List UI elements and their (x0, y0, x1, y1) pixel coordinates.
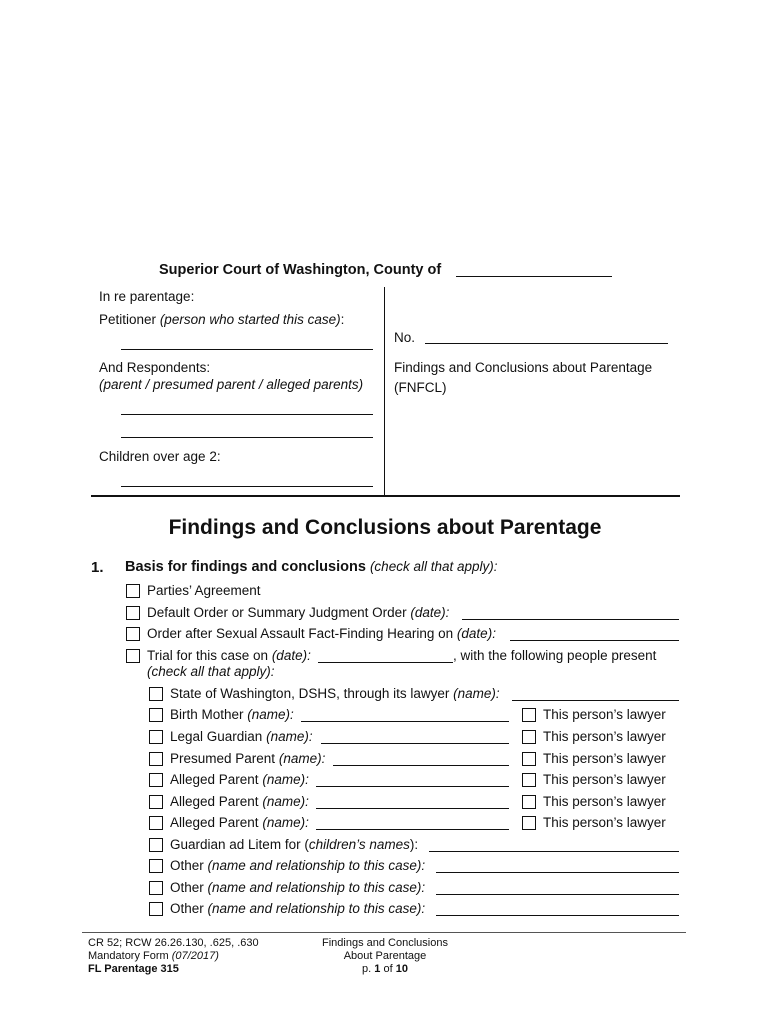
other-1-label: Other (name and relationship to this case): (170, 858, 426, 873)
section-number: 1. (91, 559, 104, 576)
respondent-field-2[interactable] (121, 437, 373, 438)
in-re-label: In re parentage: (99, 289, 195, 304)
footer-center-line2: About Parentage (343, 950, 427, 962)
gal-checkbox[interactable] (149, 838, 163, 852)
alleged-parent-3-label: Alleged Parent (name): (170, 815, 309, 830)
petitioner-label: Petitioner (person who started this case): (99, 312, 345, 327)
alleged-parent-1-lawyer-checkbox[interactable] (522, 773, 536, 787)
alleged-parent-1-checkbox[interactable] (149, 773, 163, 787)
trial-date-field[interactable] (318, 662, 453, 663)
footer-rule (82, 932, 686, 933)
footer-left (88, 937, 259, 976)
caption-bottom-rule (91, 495, 680, 497)
respondents-label: And Respondents: (99, 360, 211, 375)
default-order-checkbox[interactable] (126, 606, 140, 620)
respondents-hint: (parent / presumed parent / alleged parents) (99, 377, 364, 392)
case-no-label: No. (394, 330, 416, 345)
presumed-parent-checkbox[interactable] (149, 752, 163, 766)
petitioner-field[interactable] (121, 349, 373, 350)
trial-suffix: , with the following people present (453, 648, 657, 663)
legal-guardian-field[interactable] (321, 743, 509, 744)
section-title: Basis for findings and conclusions (check all that apply): (125, 559, 498, 575)
presumed-parent-lawyer-label: This person’s lawyer (543, 751, 666, 766)
gal-field[interactable] (429, 851, 679, 852)
birth-mother-label: Birth Mother (name): (170, 707, 294, 722)
alleged-parent-2-lawyer-label: This person’s lawyer (543, 794, 666, 809)
legal-guardian-lawyer-checkbox[interactable] (522, 730, 536, 744)
footer-mandatory: Mandatory Form (07/2017) (88, 950, 219, 962)
other-1-checkbox[interactable] (149, 859, 163, 873)
alleged-parent-1-field[interactable] (316, 786, 509, 787)
legal-guardian-lawyer-label: This person’s lawyer (543, 729, 666, 744)
other-3-field[interactable] (436, 915, 679, 916)
trial-label: Trial for this case on (date): (147, 648, 311, 663)
state-lawyer-field[interactable] (512, 700, 679, 701)
alleged-parent-3-checkbox[interactable] (149, 816, 163, 830)
default-order-label: Default Order or Summary Judgment Order (date): (147, 605, 450, 620)
alleged-parent-2-label: Alleged Parent (name): (170, 794, 309, 809)
birth-mother-lawyer-label: This person’s lawyer (543, 707, 666, 722)
page-title: Findings and Conclusions about Parentage (168, 516, 602, 539)
agreement-label: Parties’ Agreement (147, 583, 261, 598)
footer-page-number: p. 1 of 10 (362, 963, 408, 975)
other-1-field[interactable] (436, 872, 679, 873)
trial-checkbox[interactable] (126, 649, 140, 663)
other-3-checkbox[interactable] (149, 902, 163, 916)
alleged-parent-3-lawyer-checkbox[interactable] (522, 816, 536, 830)
birth-mother-field[interactable] (301, 721, 509, 722)
legal-guardian-checkbox[interactable] (149, 730, 163, 744)
alleged-parent-3-field[interactable] (316, 829, 509, 830)
sexual-assault-checkbox[interactable] (126, 627, 140, 641)
footer-center (295, 937, 475, 976)
footer-form-id: FL Parentage 315 (88, 963, 179, 975)
birth-mother-checkbox[interactable] (149, 708, 163, 722)
presumed-parent-field[interactable] (333, 765, 509, 766)
other-2-label: Other (name and relationship to this case): (170, 880, 426, 895)
presumed-parent-label: Presumed Parent (name): (170, 751, 326, 766)
alleged-parent-2-checkbox[interactable] (149, 795, 163, 809)
trial-hint: (check all that apply): (147, 664, 275, 679)
sexual-assault-date-field[interactable] (510, 640, 679, 641)
doc-title-caption: Findings and Conclusions about Parentage (394, 360, 653, 375)
gal-label: Guardian ad Litem for (children’s names): (170, 837, 419, 852)
alleged-parent-2-field[interactable] (316, 808, 509, 809)
state-checkbox[interactable] (149, 687, 163, 701)
children-field[interactable] (121, 486, 373, 487)
alleged-parent-1-lawyer-label: This person’s lawyer (543, 772, 666, 787)
respondent-field-1[interactable] (121, 414, 373, 415)
footer-center-line1: Findings and Conclusions (322, 937, 448, 949)
alleged-parent-2-lawyer-checkbox[interactable] (522, 795, 536, 809)
sexual-assault-label: Order after Sexual Assault Fact-Finding Hearing on (date): (147, 626, 496, 641)
alleged-parent-3-lawyer-label: This person’s lawyer (543, 815, 666, 830)
doc-code: (FNFCL) (394, 380, 447, 395)
case-no-field[interactable] (425, 343, 668, 344)
footer-statute: CR 52; RCW 26.26.130, .625, .630 (88, 937, 259, 949)
other-3-label: Other (name and relationship to this case): (170, 901, 426, 916)
default-order-date-field[interactable] (462, 619, 679, 620)
other-2-field[interactable] (436, 894, 679, 895)
other-2-checkbox[interactable] (149, 881, 163, 895)
agreement-checkbox[interactable] (126, 584, 140, 598)
children-label: Children over age 2: (99, 449, 221, 464)
presumed-parent-lawyer-checkbox[interactable] (522, 752, 536, 766)
caption-divider (384, 287, 385, 495)
court-heading: Superior Court of Washington, County of (159, 262, 442, 278)
county-field[interactable] (456, 276, 612, 277)
legal-guardian-label: Legal Guardian (name): (170, 729, 313, 744)
alleged-parent-1-label: Alleged Parent (name): (170, 772, 309, 787)
state-label: State of Washington, DSHS, through its lawyer (name): (170, 686, 500, 701)
birth-mother-lawyer-checkbox[interactable] (522, 708, 536, 722)
